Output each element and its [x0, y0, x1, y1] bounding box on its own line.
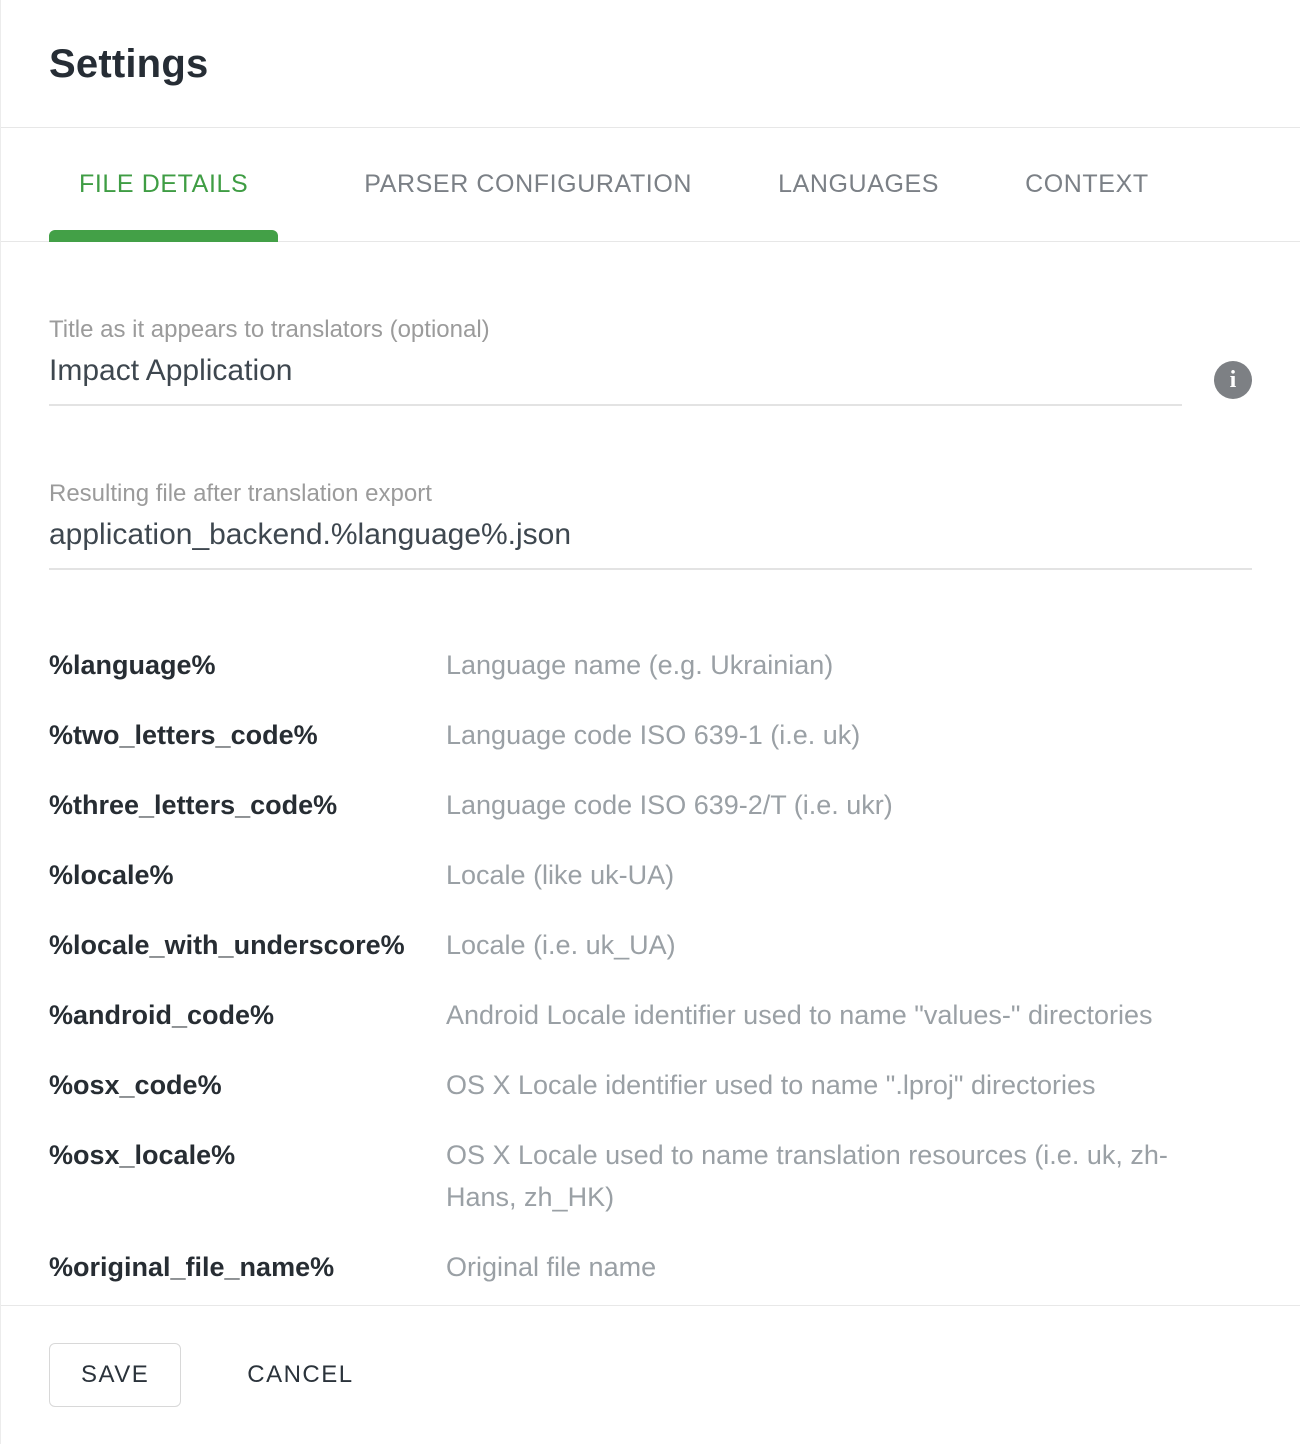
resulting-file-underline: [49, 518, 1252, 570]
placeholder-description: Language name (e.g. Ukrainian): [446, 650, 834, 680]
placeholder-description: Locale (i.e. uk_UA): [446, 930, 676, 960]
tab-languages[interactable]: [778, 128, 939, 241]
placeholder-key: %android_code%: [49, 1000, 275, 1030]
placeholder-row-osx-locale: [49, 1134, 1252, 1218]
page-title: Settings: [49, 42, 209, 86]
placeholder-description: OS X Locale identifier used to name ".lproj" directories: [446, 1070, 1096, 1100]
title-input-underline: [49, 354, 1182, 406]
placeholder-row-locale: [49, 854, 1252, 896]
resulting-file-label: Resulting file after translation export: [49, 480, 432, 507]
title-field-group: [49, 316, 1252, 406]
placeholder-row-locale-with-underscore: [49, 924, 1252, 966]
tab-context-label: CONTEXT: [1025, 170, 1149, 198]
tab-parser-configuration-label: PARSER CONFIGURATION: [364, 170, 693, 198]
cancel-button[interactable]: CANCEL: [247, 1343, 353, 1407]
placeholder-description: Locale (like uk-UA): [446, 860, 675, 890]
modal-header: [1, 0, 1300, 128]
active-tab-indicator: [49, 230, 278, 242]
file-details-panel: [1, 242, 1300, 1305]
tab-file-details[interactable]: [49, 128, 278, 241]
save-button[interactable]: SAVE: [49, 1343, 181, 1407]
title-input[interactable]: [49, 354, 1182, 388]
placeholder-key: %locale_with_underscore%: [49, 930, 405, 960]
placeholder-list: [49, 644, 1252, 1288]
placeholder-description: Original file name: [446, 1252, 657, 1282]
resulting-file-row: [49, 518, 1252, 570]
placeholder-key: %original_file_name%: [49, 1252, 335, 1282]
placeholder-description: Language code ISO 639-2/T (i.e. ukr): [446, 790, 893, 820]
tab-parser-configuration[interactable]: [364, 128, 692, 241]
resulting-file-field-group: [49, 480, 1252, 570]
tab-file-details-label: FILE DETAILS: [79, 170, 249, 198]
modal-footer: [1, 1305, 1300, 1444]
placeholder-row-android-code: [49, 994, 1252, 1036]
placeholder-key: %osx_locale%: [49, 1140, 236, 1170]
placeholder-description: Android Locale identifier used to name "values-" directories: [446, 1000, 1153, 1030]
resulting-file-input[interactable]: [49, 518, 1252, 552]
placeholder-row-two-letters-code: [49, 714, 1252, 756]
placeholder-row-original-file-name: [49, 1246, 1252, 1288]
placeholder-key: %language%: [49, 650, 216, 680]
title-field-label: Title as it appears to translators (optional): [49, 316, 490, 343]
placeholder-row-osx-code: [49, 1064, 1252, 1106]
title-field-row: [49, 354, 1252, 406]
info-icon[interactable]: i: [1214, 361, 1252, 399]
placeholder-key: %locale%: [49, 860, 174, 890]
tab-context[interactable]: [1025, 128, 1149, 241]
placeholder-description: OS X Locale used to name translation resources (i.e. uk, zh-Hans, zh_HK): [446, 1140, 1168, 1212]
placeholder-key: %two_letters_code%: [49, 720, 318, 750]
placeholder-key: %three_letters_code%: [49, 790, 338, 820]
placeholder-description: Language code ISO 639-1 (i.e. uk): [446, 720, 861, 750]
tab-languages-label: LANGUAGES: [778, 170, 940, 198]
placeholder-row-three-letters-code: [49, 784, 1252, 826]
settings-tabbar: [1, 128, 1300, 242]
placeholder-key: %osx_code%: [49, 1070, 222, 1100]
placeholder-row-language: [49, 644, 1252, 686]
